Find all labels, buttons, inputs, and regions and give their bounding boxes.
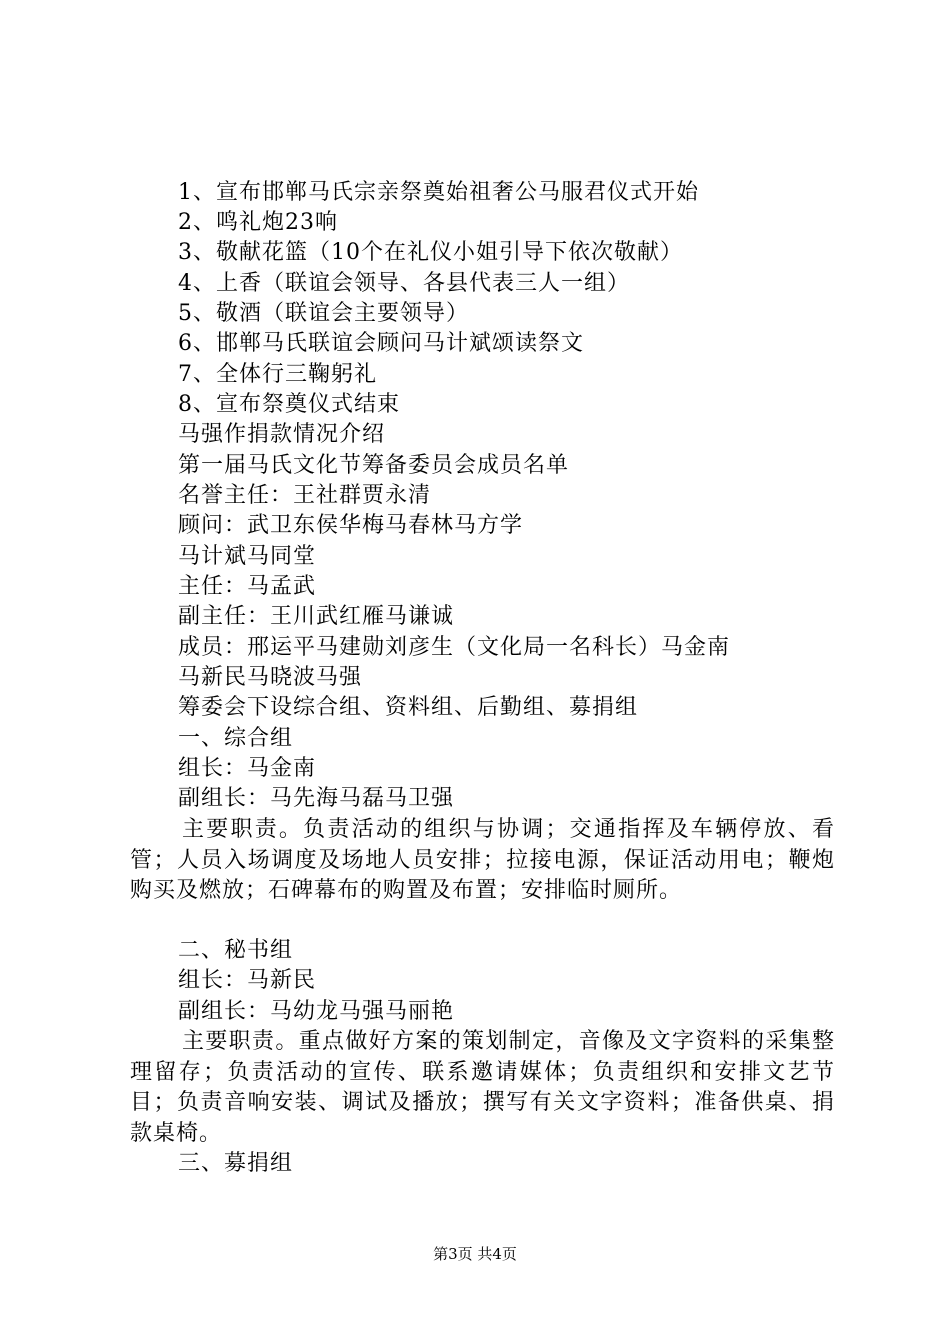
secretary-leader-line: 组长：马新民 [178, 968, 317, 993]
section-heading-fundraising: 三、募捐组 [178, 1151, 294, 1176]
ceremony-step-8: 8、宣布祭奠仪式结束 [178, 392, 400, 417]
honorary-director-line: 名誉主任：王社群贾永清 [178, 483, 432, 508]
deputy-director-line: 副主任：王川武红雁马谦诚 [178, 604, 455, 629]
ceremony-step-2: 2、鸣礼炮23响 [178, 210, 338, 235]
ceremony-step-7: 7、全体行三鞠躬礼 [178, 362, 377, 387]
section-heading-secretary: 二、秘书组 [178, 938, 294, 963]
members-line-cont: 马新民马晓波马强 [178, 665, 363, 690]
ceremony-step-6: 6、邯郸马氏联谊会顾问马计斌颂读祭文 [178, 331, 584, 356]
committee-title: 第一届马氏文化节筹备委员会成员名单 [178, 453, 570, 478]
director-line: 主任：马孟武 [178, 574, 317, 599]
donation-intro-line: 马强作捐款情况介绍 [178, 422, 386, 447]
general-leader-line: 组长：马金南 [178, 756, 317, 781]
members-line: 成员：邢运平马建勋刘彦生（文化局一名科长）马金南 [178, 635, 731, 660]
secretary-duties-paragraph: 主要职责。重点做好方案的策划制定，音像及文字资料的采集整理留存；负责活动的宣传、联系邀请媒体；负责组织和安排文艺节目；负责音响安装、调试及播放；撰写有关文字资料；准备供桌、捐款桌椅。 [130, 1029, 835, 1146]
advisors-line: 顾问：武卫东侯华梅马春林马方学 [178, 513, 524, 538]
section-heading-general: 一、综合组 [178, 726, 294, 751]
secretary-deputy-line: 副组长：马幼龙马强马丽艳 [178, 999, 455, 1024]
ceremony-step-4: 4、上香（联谊会领导、各县代表三人一组） [178, 271, 630, 296]
page-footer: 第3页 共4页 [433, 1245, 517, 1263]
general-deputy-line: 副组长：马先海马磊马卫强 [178, 786, 455, 811]
subgroups-line: 筹委会下设综合组、资料组、后勤组、募捐组 [178, 695, 639, 720]
general-duties-paragraph: 主要职责。负责活动的组织与协调；交通指挥及车辆停放、看管；人员入场调度及场地人员安排；拉接电源，保证活动用电；鞭炮购买及燃放；石碑幕布的购置及布置；安排临时厕所。 [130, 817, 835, 903]
ceremony-step-5: 5、敬酒（联谊会主要领导） [178, 301, 469, 326]
ceremony-step-3: 3、敬献花篮（10个在礼仪小姐引导下依次敬献） [178, 240, 683, 265]
ceremony-step-1: 1、宣布邯郸马氏宗亲祭奠始祖奢公马服君仪式开始 [178, 180, 699, 205]
advisors-line-cont: 马计斌马同堂 [178, 544, 317, 569]
